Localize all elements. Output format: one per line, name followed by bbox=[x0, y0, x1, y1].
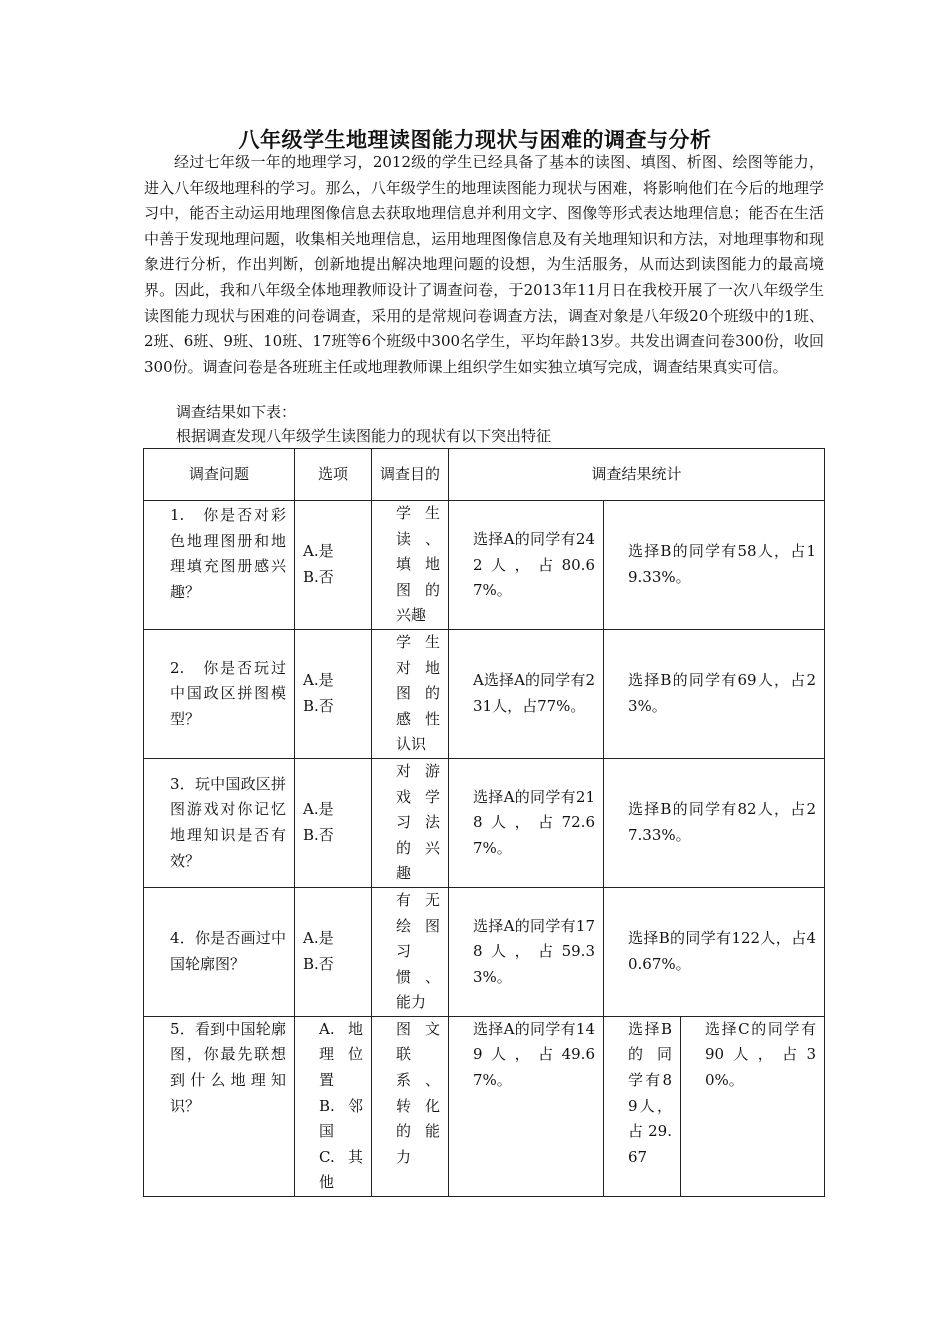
result-a-cell: A选择A的同学有231人，占77%。 bbox=[449, 629, 604, 758]
options-cell bbox=[295, 501, 372, 630]
result-c-cell: 选择C的同学有90人，占30%。 bbox=[681, 1016, 825, 1196]
result-b-cell: 选择B的同学有82人，占27.33%。 bbox=[604, 758, 825, 887]
question-cell: 5．看到中国轮廓图，你最先联想到什么地理知识？ bbox=[144, 1016, 295, 1196]
result-a-cell: 选择A的同学有178人，占59.33%。 bbox=[449, 887, 604, 1016]
result-a-cell: 选择A的同学有218人，占72.67%。 bbox=[449, 758, 604, 887]
table-row bbox=[144, 629, 825, 758]
header-results: 调查结果统计 bbox=[449, 449, 825, 501]
table-row bbox=[144, 887, 825, 1016]
purpose-cell: 图文联系、转化的能力 bbox=[372, 1016, 449, 1196]
purpose-cell: 学生读、填地图的兴趣 bbox=[372, 501, 449, 630]
findings-intro-line: 根据调查发现八年级学生读图能力的现状有以下突出特征 bbox=[176, 427, 552, 445]
result-b-cell: 选择B的同学有58人，占19.33%。 bbox=[604, 501, 825, 630]
options-cell bbox=[295, 758, 372, 887]
option-b: B.否 bbox=[303, 954, 334, 973]
result-b-cell: 选择B的同学有89人，占29.67 bbox=[604, 1016, 681, 1196]
option-b: B.否 bbox=[303, 696, 334, 715]
options-cell bbox=[295, 629, 372, 758]
result-a-cell: 选择A的同学有242人，占80.67%。 bbox=[449, 501, 604, 630]
result-b-cell: 选择B的同学有69人，占23%。 bbox=[604, 629, 825, 758]
purpose-cell: 对游戏学习法的兴趣 bbox=[372, 758, 449, 887]
intro-paragraph bbox=[144, 150, 824, 380]
purpose-cell: 学生对地图的感性认识 bbox=[372, 629, 449, 758]
question-cell: 2. 你是否玩过中国政区拼图模型？ bbox=[144, 629, 295, 758]
result-b-cell: 选择B的同学有122人，占40.67%。 bbox=[604, 887, 825, 1016]
options-cell bbox=[295, 887, 372, 1016]
option-a: A.是 bbox=[303, 671, 334, 690]
option-b: B. 邻国 bbox=[319, 1096, 363, 1141]
option-a: A.是 bbox=[303, 929, 334, 948]
options-cell bbox=[295, 1016, 372, 1196]
option-c: C. 其他 bbox=[319, 1147, 363, 1192]
option-a: A. 地理位置 bbox=[319, 1019, 363, 1090]
question-cell: 4．你是否画过中国轮廓图？ bbox=[144, 887, 295, 1016]
survey-table bbox=[143, 448, 825, 1197]
question-cell: 1. 你是否对彩色地理图册和地理填充图册感兴趣？ bbox=[144, 501, 295, 630]
purpose-cell: 有无绘图习惯、能力 bbox=[372, 887, 449, 1016]
header-options: 选项 bbox=[295, 449, 372, 501]
option-a: A.是 bbox=[303, 800, 334, 819]
option-a: A.是 bbox=[303, 542, 334, 561]
header-purpose: 调查目的 bbox=[372, 449, 449, 501]
table-row bbox=[144, 758, 825, 887]
header-question: 调查问题 bbox=[144, 449, 295, 501]
table-row bbox=[144, 501, 825, 630]
table-row bbox=[144, 1016, 825, 1196]
question-cell: 3．玩中国政区拼图游戏对你记忆地理知识是否有效？ bbox=[144, 758, 295, 887]
document-title: 八年级学生地理读图能力现状与困难的调查与分析 bbox=[238, 128, 712, 152]
intro-paragraph-text: 经过七年级一年的地理学习，2012级的学生已经具备了基本的读图、填图、析图、绘图等能力，进入八年级地理科的学习。那么，八年级学生的地理读图能力现状与困难，将影响他们在今后的地理学习中，能否主动运用地理图像信息去获取地理信息并利用文字、图像等形式表达地理信息；能否在生活中善于发现地理问题，收集相关地理信息，运用地理图像信息及有关地理知识和方法，对地理事物和现象进行分析，作出判断，创新地提出解决地理问题的设想，为生活服务，从而达到读图能力的最高境界。因此，我和八年级全体地理教师设计了调查问卷，于2013年11月日在我校开展了一次八年级学生读图能力现状与困难的问卷调查，采用的是常规问卷调查方法，调查对象是八年级20个班级中的1班、2班、6班、9班、10班、17班等6个班级中300名学生，平均年龄13岁。共发出调查问卷300份，收回300份。调查问卷是各班班主任或地理教师课上组织学生如实独立填写完成，调查结果真实可信。 bbox=[144, 153, 824, 376]
result-a-cell: 选择A的同学有149人，占49.67%。 bbox=[449, 1016, 604, 1196]
results-intro-line: 调查结果如下表： bbox=[176, 403, 297, 421]
option-b: B.否 bbox=[303, 567, 334, 586]
option-b: B.否 bbox=[303, 825, 334, 844]
table-header-row bbox=[144, 449, 825, 501]
